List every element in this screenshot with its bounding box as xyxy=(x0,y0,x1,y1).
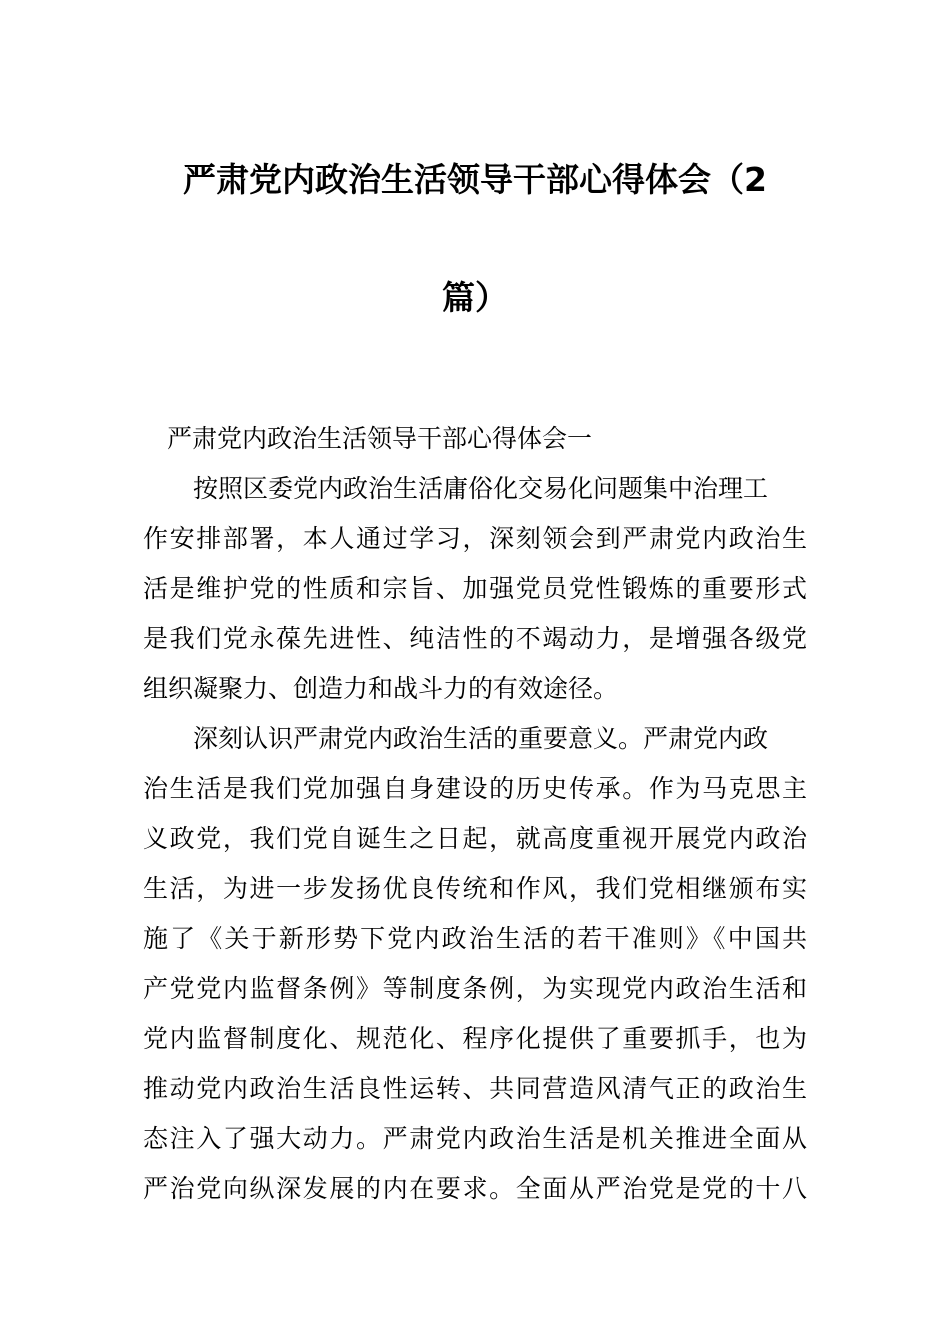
paragraph-2-line: 生活，为进一步发扬优良传统和作风，我们党相继颁布实 xyxy=(143,874,807,903)
paragraph-1-line: 是我们党永葆先进性、纯洁性的不竭动力，是增强各级党 xyxy=(143,624,807,653)
paragraph-2-line: 严治党向纵深发展的内在要求。全面从严治党是党的十八 xyxy=(143,1174,807,1203)
document-title-line-2: 篇） xyxy=(442,278,508,317)
paragraph-2-line: 治生活是我们党加强自身建设的历史传承。作为马克思主 xyxy=(143,774,807,803)
paragraph-1-line: 活是维护党的性质和宗旨、加强党员党性锻炼的重要形式 xyxy=(143,574,807,603)
paragraph-2-line: 态注入了强大动力。严肃党内政治生活是机关推进全面从 xyxy=(143,1124,807,1153)
section-heading: 严肃党内政治生活领导干部心得体会一 xyxy=(167,424,593,453)
paragraph-1-line: 按照区委党内政治生活庸俗化交易化问题集中治理工 xyxy=(193,474,769,503)
paragraph-2-line: 产党党内监督条例》等制度条例，为实现党内政治生活和 xyxy=(143,974,807,1003)
paragraph-2-line: 施了《关于新形势下党内政治生活的若干准则》《中国共 xyxy=(143,924,807,953)
document-title-line-1: 严肃党内政治生活领导干部心得体会（2 xyxy=(183,160,767,199)
paragraph-2-line: 推动党内政治生活良性运转、共同营造风清气正的政治生 xyxy=(143,1074,807,1103)
paragraph-2-line: 义政党，我们党自诞生之日起，就高度重视开展党内政治 xyxy=(143,824,807,853)
paragraph-1-line: 作安排部署，本人通过学习，深刻领会到严肃党内政治生 xyxy=(143,524,807,553)
paragraph-1-line: 组织凝聚力、创造力和战斗力的有效途径。 xyxy=(143,674,619,703)
document-body xyxy=(143,414,807,1214)
paragraph-2-line: 党内监督制度化、规范化、程序化提供了重要抓手，也为 xyxy=(143,1024,807,1053)
paragraph-2-line: 深刻认识严肃党内政治生活的重要意义。严肃党内政 xyxy=(193,724,769,753)
